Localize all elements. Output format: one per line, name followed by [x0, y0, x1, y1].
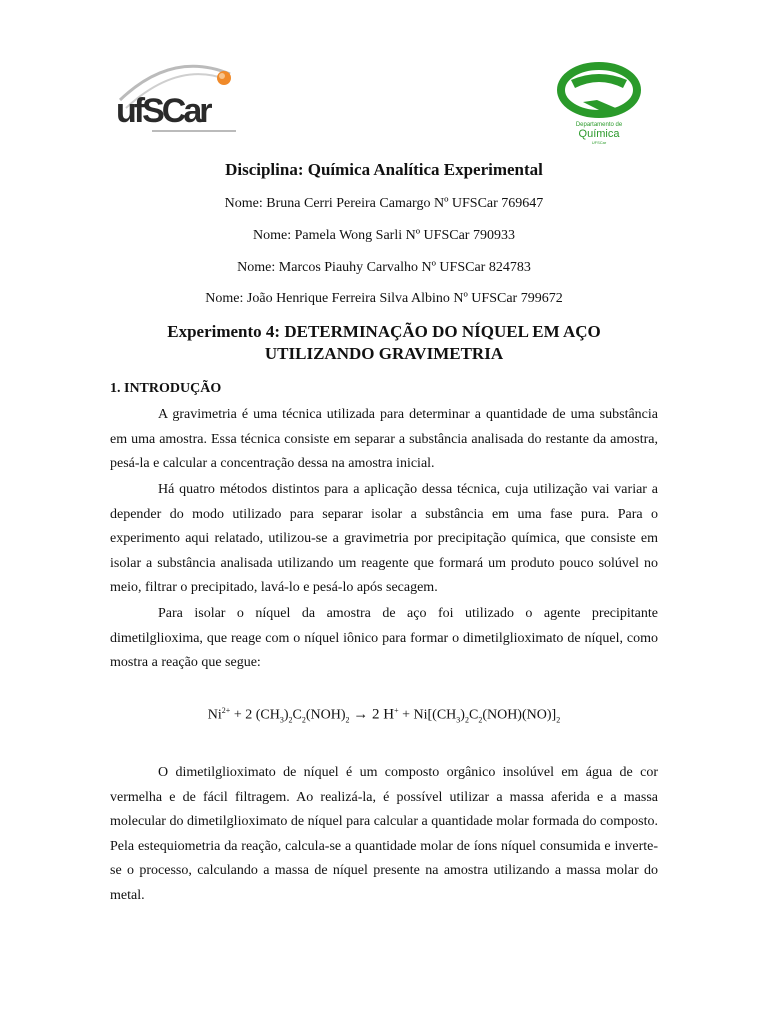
course-title: Disciplina: Química Analítica Experimental: [225, 160, 543, 179]
experiment-title-line-1: Experimento 4: DETERMINAÇÃO DO NÍQUEL EM AÇO: [167, 322, 601, 341]
student-name-1: Nome: Bruna Cerri Pereira Camargo Nº UFSCar 769647: [224, 196, 544, 211]
svg-text:Departamento de: Departamento de: [575, 122, 623, 128]
experiment-title-line-2: UTILIZANDO GRAVIMETRIA: [264, 344, 504, 363]
section-heading: 1. INTRODUÇÃO: [110, 381, 222, 396]
svg-text:ufSCar: ufSCar: [116, 92, 210, 130]
svg-text:UFSCar: UFSCar: [591, 140, 607, 145]
experiment-title: [100, 321, 668, 365]
departamento-quimica-logo: [553, 62, 645, 146]
ufscar-logo: [112, 56, 242, 142]
paragraph-3: Para isolar o níquel da amostra de aço foi utilizado o agente precipitante dimetilglioxima, que reage com o níquel iônico para formar o dimetilglioximato de níquel, como mostra a reação que segue:: [110, 606, 658, 671]
student-name-2: Nome: Pamela Wong Sarli Nº UFSCar 790933: [253, 228, 515, 243]
paragraph-2: Há quatro métodos distintos para a aplicação dessa técnica, cuja utilização vai variar a depender do modo utilizado para separar isolar a substância em uma fase pura. Para o experimento aqui relatado, utilizou-se a gravimetria por precipitação química, que consiste em isolar a substância analisada utilizando um reagente que formará um produto pouco solúvel no meio, filtrar o precipitado, lavá-lo e pesá-lo após secagem.: [110, 482, 658, 596]
paragraph-4: O dimetilglioximato de níquel é um composto orgânico insolúvel em água de cor vermelha e de fácil filtragem. Ao realizá-la, é possível utilizar a massa aferida e a massa molecular do dimetilglioximato de níquel para calcular a quantidade molar formada do composto. Pela estequiometria da reação, calcula-se a quantidade molar de íons níquel consumida e inverte-se o processo, calculando a massa de níquel presente na amostra utilizando a massa molar do metal.: [110, 765, 658, 903]
chemical-equation: $Ni^{2+} + 2$ $(CH_3)_2C_2(NOH)_2 \to 2$ $H^+ + Ni[(CH_3)_2C_2(NOH)(NO)]_2$: [207, 706, 561, 725]
student-name-3: Nome: Marcos Piauhy Carvalho Nº UFSCar 824783: [237, 260, 531, 275]
student-name-4: Nome: João Henrique Ferreira Silva Albino Nº UFSCar 799672: [205, 291, 563, 306]
paragraph-1: A gravimetria é uma técnica utilizada para determinar a quantidade de uma substância em uma amostra. Essa técnica consiste em separar a substância analisada do restante da amostra, pesá-la e calcular a concentração dessa na amostra inicial.: [110, 407, 658, 472]
svg-text:Química: Química: [578, 128, 620, 140]
